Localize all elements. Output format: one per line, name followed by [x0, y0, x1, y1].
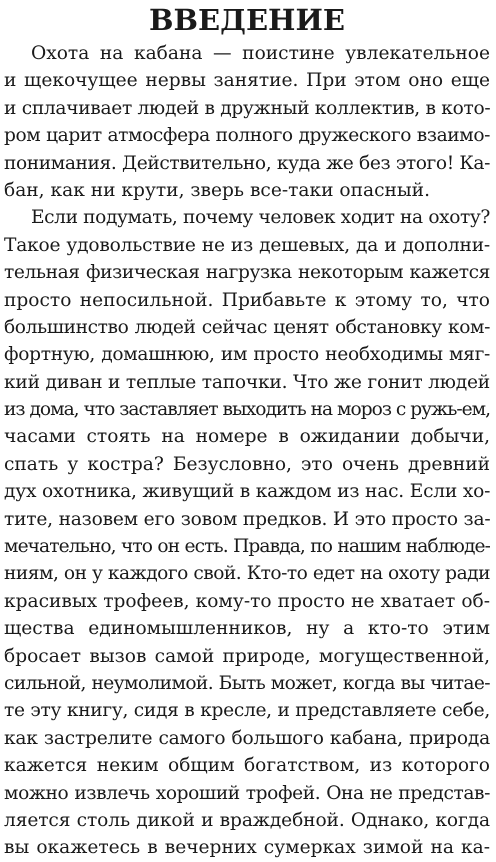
- paragraph-2: [4, 204, 490, 861]
- text-line: бросает вызов самой природе, могущественной,: [4, 645, 490, 667]
- text-line: тельная физическая нагрузка некоторым кажется: [4, 262, 490, 284]
- text-line: щества единомышленников, ну а кто-то этим: [4, 618, 490, 640]
- text-line: большинство людей сейчас ценят обстановку ком-: [4, 316, 490, 338]
- paragraph-1: [4, 40, 490, 204]
- text-line: дух охотника, живущий в каждом из нас. Если хо-: [4, 481, 490, 503]
- text-line: из дома, что заставляет выходить на мороз с ружь-ем,: [4, 399, 490, 421]
- text-line: и щекочущее нервы занятие. При этом оно еще: [4, 70, 490, 92]
- text-line: и сплачивает людей в дружный коллектив, в кото-: [4, 97, 490, 119]
- text-line: вы окажетесь в вечерних сумерках зимой на ка-: [4, 837, 490, 859]
- text-line: ром царит атмосфера полного дружеского взаимо-: [4, 125, 490, 147]
- text-line: часами стоять на номере в ожидании добычи,: [4, 426, 490, 448]
- text-line: ниям, он у каждого свой. Кто-то едет на охоту ради: [4, 563, 490, 585]
- text-line: кий диван и теплые тапочки. Что же гонит людей: [4, 371, 490, 393]
- text-line: тите, назовем его зовом предков. И это просто за-: [4, 508, 490, 530]
- text-line: те эту книгу, сидя в кресле, и представляете себе,: [4, 700, 490, 722]
- text-line: Охота на кабана — поистине увлекательное: [31, 43, 490, 64]
- text-line: Такое удовольствие не из дешевых, да и дополни-: [4, 234, 490, 256]
- text-line: спать у костра? Безусловно, это очень древний: [4, 453, 490, 475]
- text-line: сильной, неумолимой. Быть может, когда вы читае-: [4, 672, 490, 694]
- text-line: ляется столь дикой и враждебной. Однако, когда: [4, 809, 490, 831]
- text-line: можно извлечь хороший трофей. Она не представ-: [4, 782, 490, 804]
- text-line: Если подумать, почему человек ходит на охоту?: [31, 207, 490, 229]
- text-line: бан, как ни крути, зверь все-таки опасный.: [4, 179, 430, 201]
- text-line: просто непосильной. Прибавьте к этому то, что: [4, 289, 490, 311]
- book-page: [4, 0, 490, 862]
- text-line: как застрелите самого большого кабана, природа: [4, 727, 490, 749]
- text-line: понимания. Действительно, куда же без этого! Ка-: [4, 152, 490, 174]
- chapter-title: ВВЕДЕНИЕ: [149, 3, 345, 37]
- text-line: красивых трофеев, кому-то просто не хватает об-: [4, 590, 490, 612]
- text-line: фортную, домашнюю, им просто необходимы мяг-: [4, 344, 490, 366]
- text-line: мечательно, что он есть. Правда, по нашим наблюде-: [4, 536, 490, 558]
- text-line: кажется неким общим богатством, из которого: [4, 755, 490, 777]
